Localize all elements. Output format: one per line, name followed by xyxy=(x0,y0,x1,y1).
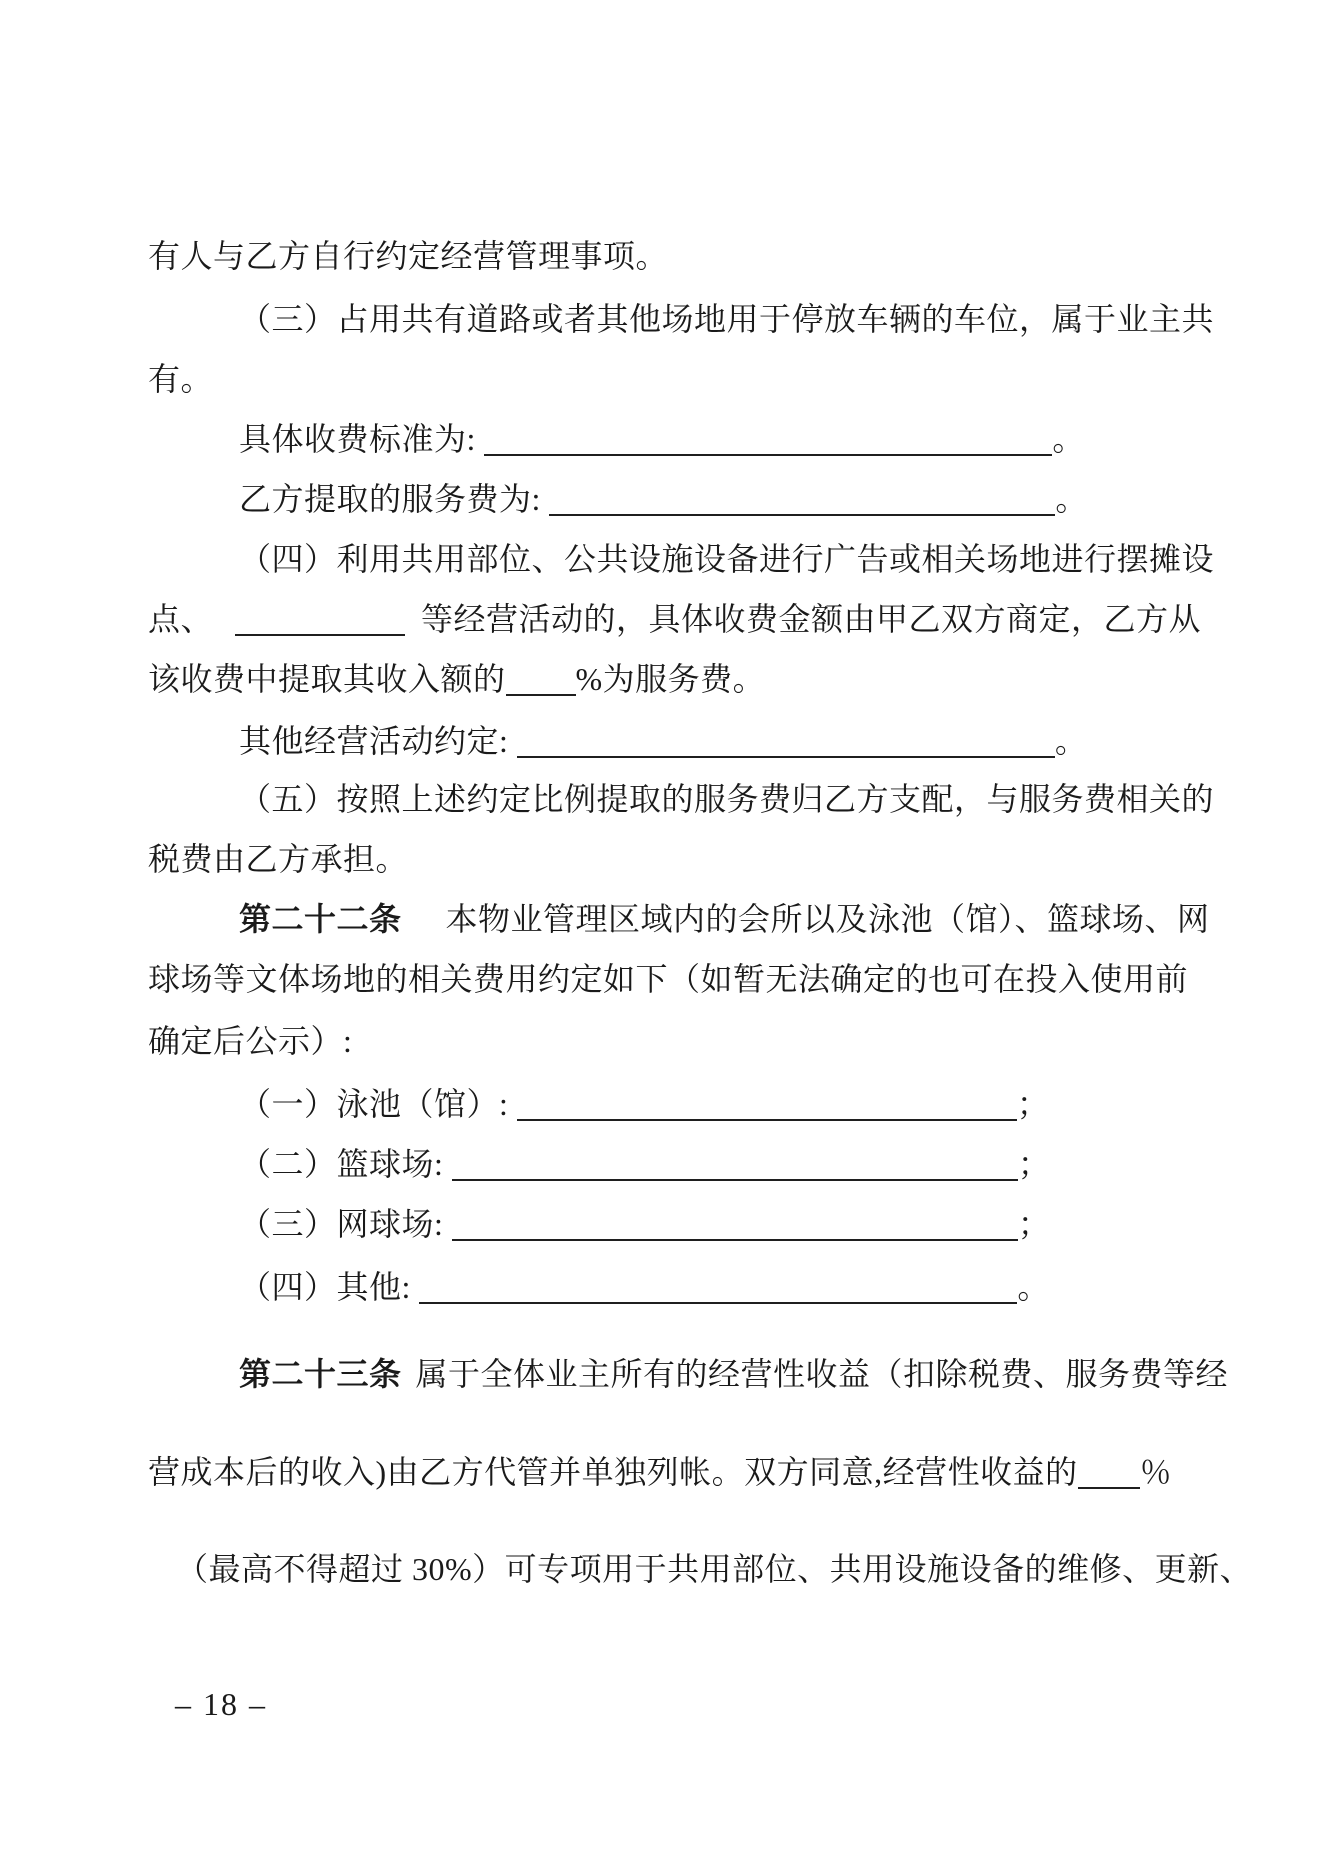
fee-standard-blank-underline xyxy=(484,452,1052,456)
fee-standard-label: 具体收费标准为: xyxy=(239,421,476,457)
article-23-line-2-prefix: 营成本后的收入)由乙方代管并单独列帐。双方同意,经营性收益的 xyxy=(148,1454,1078,1490)
venue-pool-line xyxy=(148,1084,1049,1124)
venue-basketball-semicolon: ； xyxy=(1017,1146,1051,1182)
other-activities-line xyxy=(148,721,1087,761)
venue-tennis-label: （三）网球场: xyxy=(239,1206,444,1242)
article-23-line-1-text: 属于全体业主所有的经营性收益（扣除税费、服务费等经 xyxy=(415,1356,1229,1392)
item-4-line-3-suffix: %为服务费。 xyxy=(575,661,766,697)
venue-other-period: 。 xyxy=(1017,1269,1050,1305)
income-percent-blank-underline xyxy=(1078,1485,1140,1489)
item-5-line-1: （五）按照上述约定比例提取的服务费归乙方支配，与服务费相关的 xyxy=(239,781,1215,817)
article-23-line-2-percent: ％ xyxy=(1139,1454,1173,1490)
item-4-line-1: （四）利用共用部位、公共设施设备进行广告或相关场地进行摆摊设 xyxy=(239,541,1215,577)
article-22-line-2: 球场等文体场地的相关费用约定如下（如暂无法确定的也可在投入使用前 xyxy=(148,961,1189,997)
venue-tennis-blank-underline xyxy=(452,1237,1018,1241)
item-4-line-3-prefix: 该收费中提取其收入额的 xyxy=(148,661,506,697)
item-4-line-3 xyxy=(148,659,765,699)
venue-other-label: （四）其他: xyxy=(239,1269,411,1305)
article-23-line-2 xyxy=(148,1452,1172,1492)
article-22-line-1 xyxy=(148,899,1210,939)
venue-pool-semicolon: ； xyxy=(1016,1086,1050,1122)
service-fee-blank-underline xyxy=(549,512,1055,516)
other-activities-blank-underline xyxy=(517,754,1055,758)
item-3-line-2: 有。 xyxy=(148,361,214,397)
article-23-line-1 xyxy=(148,1354,1228,1394)
venue-basketball-line xyxy=(148,1144,1050,1184)
venue-pool-label: （一）泳池（馆）: xyxy=(239,1086,509,1122)
article-22-line-1-text: 本物业管理区域内的会所以及泳池（馆）、篮球场、网 xyxy=(445,901,1210,937)
service-fee-period: 。 xyxy=(1055,481,1088,517)
venue-basketball-label: （二）篮球场: xyxy=(239,1146,444,1182)
fee-standard-line xyxy=(148,419,1085,459)
service-fee-label: 乙方提取的服务费为: xyxy=(239,481,541,517)
carryover-line: 有人与乙方自行约定经营管理事项。 xyxy=(148,238,669,274)
page-number: – 18 – xyxy=(175,1686,267,1722)
other-activities-label: 其他经营活动约定: xyxy=(239,723,509,759)
item-3-line-1: （三）占用共有道路或者其他场地用于停放车辆的车位，属于业主共 xyxy=(239,301,1215,337)
venue-basketball-blank-underline xyxy=(452,1177,1018,1181)
venue-other-blank-underline xyxy=(419,1300,1017,1304)
venue-pool-blank-underline xyxy=(517,1117,1017,1121)
venue-other-line xyxy=(148,1267,1050,1307)
article-22-line-3: 确定后公示）: xyxy=(148,1023,353,1059)
article-23-number: 第二十三条 xyxy=(239,1356,402,1392)
item-4-line-2 xyxy=(148,599,1201,639)
item-4-line-2-suffix: 等经营活动的，具体收费金额由甲乙双方商定，乙方从 xyxy=(421,601,1202,637)
fee-standard-period: 。 xyxy=(1052,421,1085,457)
other-activities-period: 。 xyxy=(1054,723,1088,759)
article-23-line-3: （最高不得超过 30%）可专项用于共用部位、共用设施设备的维修、更新、 xyxy=(176,1551,1253,1587)
item-4-line-2-prefix: 点、 xyxy=(148,601,214,637)
business-type-blank-underline xyxy=(235,632,405,636)
percent-blank-underline xyxy=(506,692,576,696)
venue-tennis-semicolon: ； xyxy=(1017,1206,1051,1242)
article-22-number: 第二十二条 xyxy=(239,901,402,937)
venue-tennis-line xyxy=(148,1204,1050,1244)
service-fee-line xyxy=(148,479,1088,519)
item-5-line-2: 税费由乙方承担。 xyxy=(148,841,409,877)
